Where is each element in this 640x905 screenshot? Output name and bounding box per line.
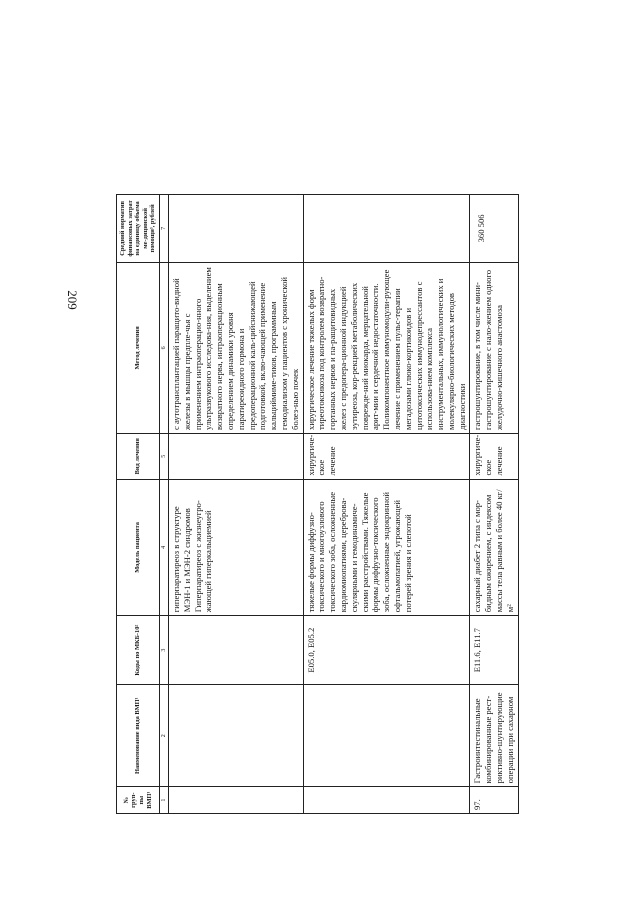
cell-group	[168, 787, 303, 814]
header-cost-standard: Средний норматив финансовых затрат на единицу объема ме-дицинской помощи³, рублей	[117, 195, 160, 263]
cell-codes	[168, 616, 303, 685]
cell-model: тяжелые формы диффузно-токсического и многоузлового токсического зоба, осложненные кардиомиопатиями, цереброва-скулярными и гемодинамиче-скими расстройствами. Тяжелые формы диффузно-токсического зоба, осложненные эндокринной офтальмопатией, угрожающей потерей зрения и слепотой	[303, 479, 470, 616]
table-header-row	[117, 195, 160, 814]
medical-services-table	[116, 194, 519, 814]
column-number-row	[159, 195, 168, 814]
header-treatment-method: Метод лечения	[117, 262, 160, 433]
cell-name	[303, 685, 470, 787]
column-number: 1	[159, 787, 168, 814]
cell-name: Гастроинтестинальные комбинированные рест-риктивно-шунтирующие операции при сахарном	[470, 685, 518, 787]
cell-codes: E05.0, E05.2	[303, 616, 470, 685]
cell-cost	[303, 195, 470, 263]
column-number: 4	[159, 479, 168, 616]
cell-treatment	[168, 433, 303, 479]
page-number: 209	[65, 290, 80, 310]
header-treatment-type: Вид лечения	[117, 433, 160, 479]
column-number: 5	[159, 433, 168, 479]
cell-group: 97.	[470, 787, 518, 814]
cell-cost	[168, 195, 303, 263]
cell-cost: 360 506	[470, 195, 518, 263]
column-number: 7	[159, 195, 168, 263]
cell-group	[303, 787, 470, 814]
header-group-number: № груп-пы ВМП¹	[117, 787, 160, 814]
header-patient-model: Модель пациента	[117, 479, 160, 616]
cell-method: гастрошунтирование, в том числе мини-гастрошунтирование с нало-жением одного желудочно-кишечного анастомоза	[470, 262, 518, 433]
cell-name	[168, 685, 303, 787]
header-service-name: Наименование вида ВМП¹	[117, 685, 160, 787]
column-number: 2	[159, 685, 168, 787]
cell-treatment: хирургиче-ское лечение	[303, 433, 470, 479]
cell-method: хирургическое лечение тяжелых форм тиреотоксикоза под контролем возвратно-гортанных нервов и па-ращитовидных желез с предопера-ционной индукцией эутиреоза, кор-рекцией метаболических поврежде-ний миокарда, мерцательной арит-мии и сердечной недостаточности. Поликомпонентное иммуномодули-рующее лечение с применением пульс-терапии мегадозами глюко-кортикоидов и цитотоксических иммунодепрессантов с использова-нием комплекса инструментальных, иммунологических и молекулярно-биологических методов диагностики	[303, 262, 470, 433]
column-number: 6	[159, 262, 168, 433]
cell-codes: E11.6, E11.7	[470, 616, 518, 685]
rotated-table-container	[116, 194, 516, 814]
cell-model: гиперпаратиреоз в структуре МЭН-1 и МЭН-2 синдромов Гиперпаратиреоз с жизнеугро-жающей гиперкальциемией	[168, 479, 303, 616]
table-row	[168, 195, 303, 814]
cell-model: сахарный диабет 2 типа с мор-бидным ожирением, с индексом массы тела равным и более 40 кг/м²	[470, 479, 518, 616]
table-row	[470, 195, 518, 814]
header-icd-codes: Коды по МКБ-10²	[117, 616, 160, 685]
cell-method: с аутотрансплантацией паращито-видной железы в мышцы предпле-чья с применением интраоперацио-нного ультразвукового исследова-ния, выделением возвратного нерва, интраоперационным определением динамики уровня паратиреоидного гормона и предоперационной каль-цийснижающей подготовкой, вклю-чающей применение кальциймиме-тиков, программным гемодиализом у пациентов с хронической болез-нью почек	[168, 262, 303, 433]
cell-treatment: хирургиче-ское лечение	[470, 433, 518, 479]
table-row	[303, 195, 470, 814]
column-number: 3	[159, 616, 168, 685]
